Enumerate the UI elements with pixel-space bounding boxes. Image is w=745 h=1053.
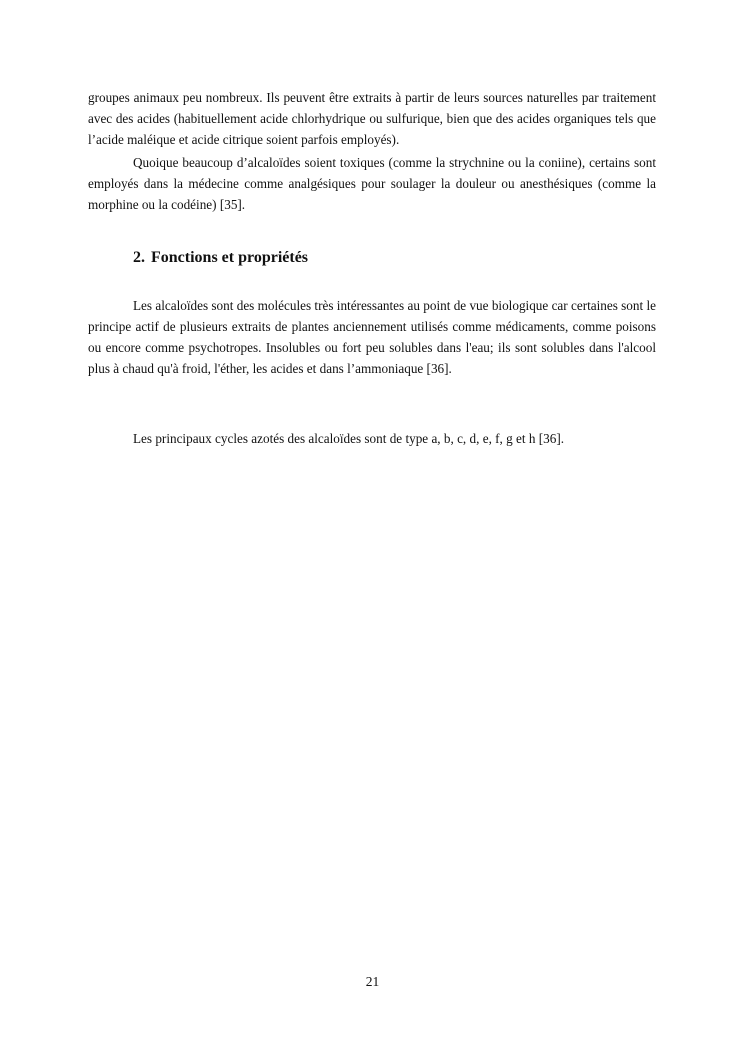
paragraph-properties: Les alcaloïdes sont des molécules très intéressantes au point de vue biologique car certaines sont le principe actif de plusieurs extraits de plantes anciennement utilisés comme médicaments, comme poisons ou encore comme psychotropes. Insolubles ou fort peu solubles dans l'eau; ils sont solubles dans l'alcool plus à chaud qu'à froid, l'éther, les acides et dans l’ammoniaque [36].: [88, 298, 656, 376]
paragraph-toxicity: Quoique beaucoup d’alcaloïdes soient toxiques (comme la strychnine ou la coniine), certains sont employés dans la médecine comme analgésiques pour soulager la douleur ou anesthésiques (comme la morphine ou la codéine) [35].: [88, 155, 656, 212]
paragraph-cycles: Les principaux cycles azotés des alcaloïdes sont de type a, b, c, d, e, f, g et h [36].: [133, 431, 565, 446]
page-number: 21: [365, 974, 380, 989]
paragraph-extraction: groupes animaux peu nombreux. Ils peuvent être extraits à partir de leurs sources naturelles par traitement avec des acides (habituellement acide chlorhydrique ou sulfurique, bien que des acides organiques tels que l’acide maléique et acide citrique soient parfois employés).: [88, 90, 656, 147]
section-number: 2.: [133, 249, 145, 266]
section-heading: [133, 246, 308, 270]
section-title: Fonctions et propriétés: [151, 249, 309, 266]
